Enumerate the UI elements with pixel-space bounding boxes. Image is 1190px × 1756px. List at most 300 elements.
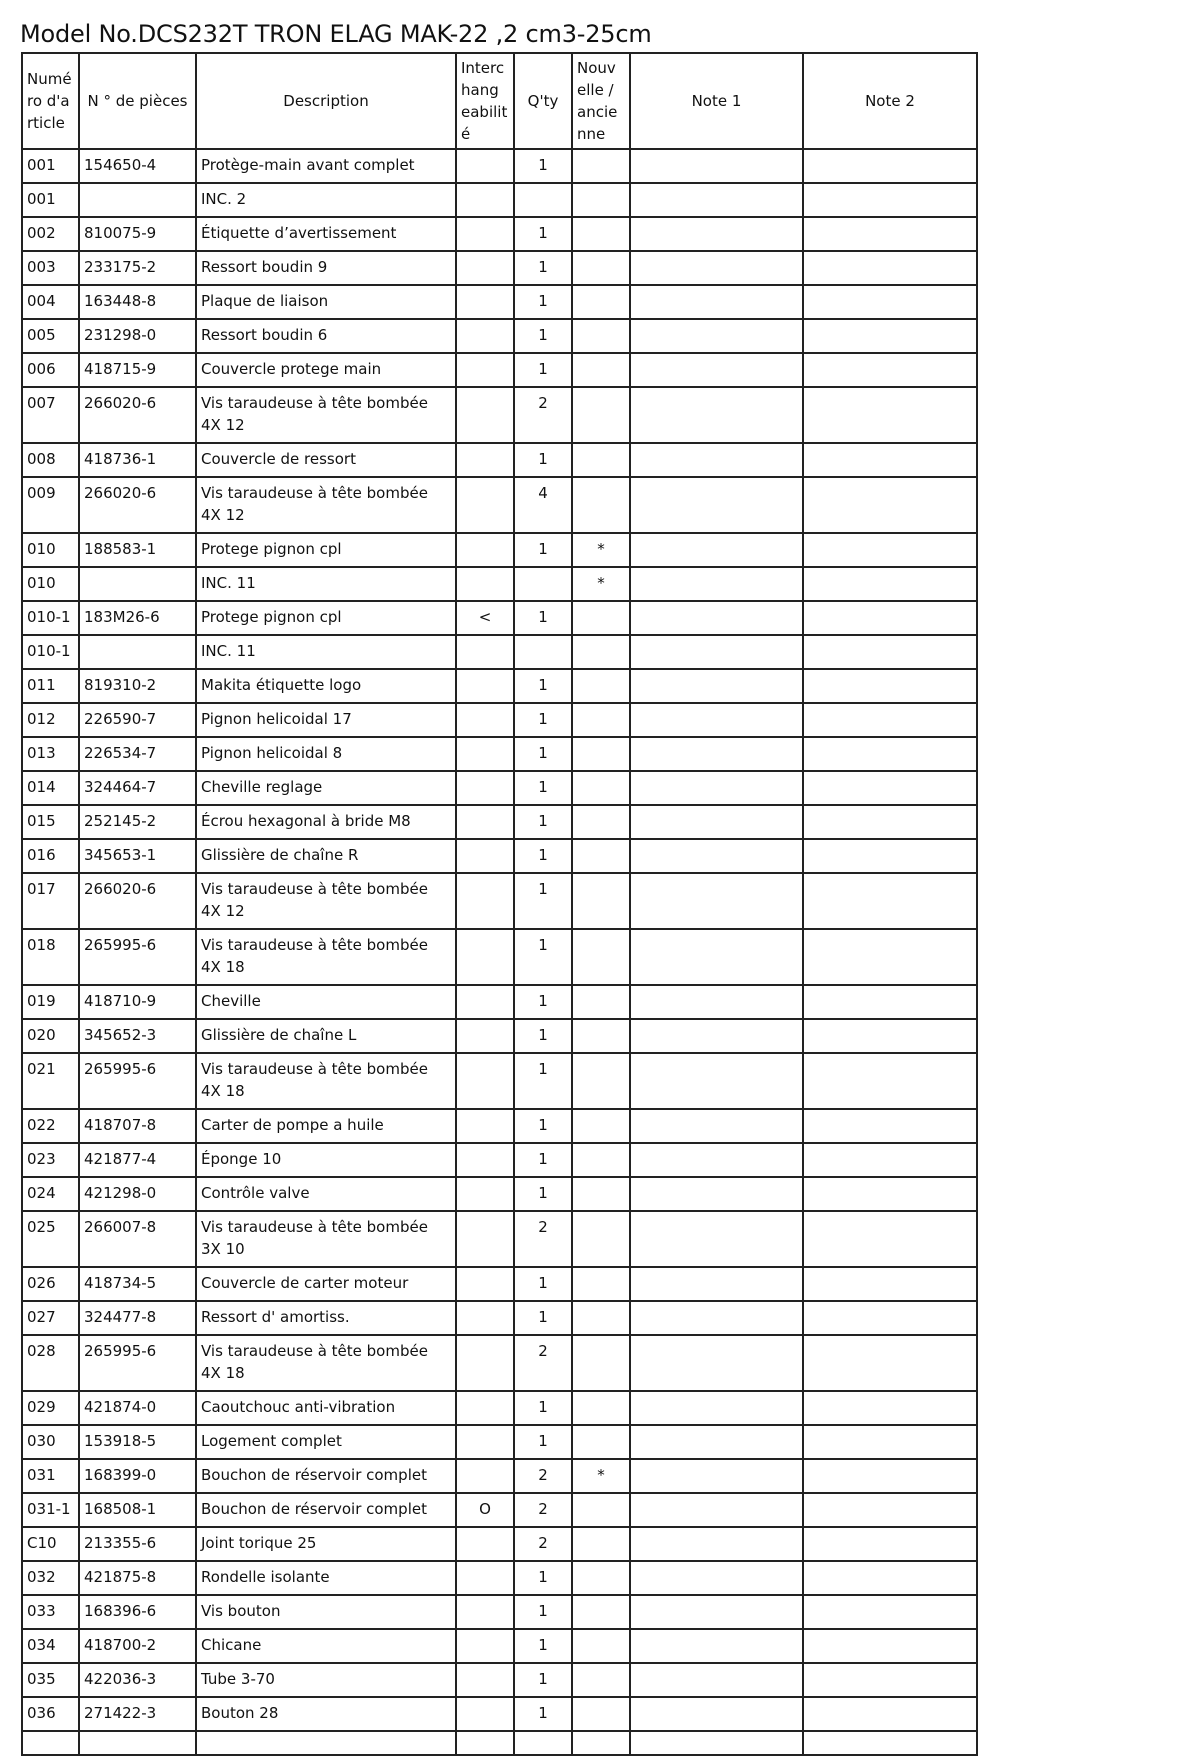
cell-part-number: 188583-1	[79, 533, 196, 567]
cell-interchangeability: <	[456, 601, 514, 635]
table-row	[22, 601, 977, 635]
cell-note-1	[630, 1335, 803, 1391]
cell-new-old: *	[572, 567, 630, 601]
cell-item-number: 016	[22, 839, 79, 873]
cell-interchangeability	[456, 1595, 514, 1629]
cell-note-1	[630, 567, 803, 601]
cell-item-number: 012	[22, 703, 79, 737]
cell-interchangeability	[456, 1663, 514, 1697]
cell-item-number: 007	[22, 387, 79, 443]
table-row	[22, 1335, 977, 1391]
table-row	[22, 1053, 977, 1109]
cell-note-2	[803, 533, 977, 567]
table-row	[22, 567, 977, 601]
cell-interchangeability	[456, 567, 514, 601]
cell-item-number: 036	[22, 1697, 79, 1731]
cell-note-1	[630, 873, 803, 929]
cell-new-old	[572, 1629, 630, 1663]
cell-part-number: 153918-5	[79, 1425, 196, 1459]
cell-part-number: 819310-2	[79, 669, 196, 703]
cell-description: Pignon helicoidal 8	[196, 737, 456, 771]
cell-new-old	[572, 1493, 630, 1527]
cell-item-number: 010-1	[22, 601, 79, 635]
cell-quantity: 1	[514, 149, 572, 183]
table-row	[22, 1267, 977, 1301]
cell-new-old: *	[572, 1459, 630, 1493]
cell-description: Tube 3-70	[196, 1663, 456, 1697]
cell-new-old	[572, 1561, 630, 1595]
cell-new-old	[572, 1019, 630, 1053]
cell-description: Cheville	[196, 985, 456, 1019]
cell-interchangeability	[456, 985, 514, 1019]
cell-part-number: 324464-7	[79, 771, 196, 805]
cell-description: Bouchon de réservoir complet	[196, 1459, 456, 1493]
cell-part-number: 252145-2	[79, 805, 196, 839]
cell-part-number: 168396-6	[79, 1595, 196, 1629]
cell-item-number: 010	[22, 567, 79, 601]
cell-description: Ressort d' amortiss.	[196, 1301, 456, 1335]
cell-note-2	[803, 1019, 977, 1053]
cell-interchangeability	[456, 533, 514, 567]
cell-item-number: 021	[22, 1053, 79, 1109]
header-quantity: Q'ty	[514, 53, 572, 149]
cell-interchangeability	[456, 805, 514, 839]
document-title: Model No.DCS232T TRON ELAG MAK-22 ,2 cm3-25cm	[20, 20, 652, 48]
cell-part-number: 231298-0	[79, 319, 196, 353]
cell-quantity: 1	[514, 805, 572, 839]
cell-description	[196, 1731, 456, 1755]
cell-part-number: 418710-9	[79, 985, 196, 1019]
cell-interchangeability	[456, 217, 514, 251]
cell-item-number: 010	[22, 533, 79, 567]
header-note-2: Note 2	[803, 53, 977, 149]
cell-part-number: 421298-0	[79, 1177, 196, 1211]
cell-quantity: 1	[514, 1425, 572, 1459]
cell-quantity: 1	[514, 217, 572, 251]
cell-note-1	[630, 669, 803, 703]
cell-note-2	[803, 443, 977, 477]
cell-item-number: 033	[22, 1595, 79, 1629]
cell-new-old	[572, 319, 630, 353]
cell-interchangeability	[456, 1629, 514, 1663]
cell-note-2	[803, 1211, 977, 1267]
cell-description: Logement complet	[196, 1425, 456, 1459]
cell-quantity	[514, 567, 572, 601]
table-row	[22, 1493, 977, 1527]
cell-interchangeability	[456, 183, 514, 217]
cell-note-1	[630, 703, 803, 737]
cell-quantity	[514, 183, 572, 217]
cell-interchangeability	[456, 1019, 514, 1053]
cell-interchangeability	[456, 149, 514, 183]
cell-new-old	[572, 929, 630, 985]
cell-item-number: 026	[22, 1267, 79, 1301]
cell-note-1	[630, 1527, 803, 1561]
cell-description: Caoutchouc anti-vibration	[196, 1391, 456, 1425]
table-row	[22, 805, 977, 839]
cell-part-number: 163448-8	[79, 285, 196, 319]
cell-quantity: 2	[514, 1493, 572, 1527]
cell-interchangeability	[456, 1391, 514, 1425]
cell-note-1	[630, 1425, 803, 1459]
cell-part-number: 271422-3	[79, 1697, 196, 1731]
cell-quantity: 1	[514, 703, 572, 737]
cell-new-old	[572, 771, 630, 805]
cell-quantity: 2	[514, 1211, 572, 1267]
cell-new-old	[572, 985, 630, 1019]
cell-interchangeability	[456, 929, 514, 985]
cell-quantity: 1	[514, 443, 572, 477]
cell-part-number: 324477-8	[79, 1301, 196, 1335]
cell-interchangeability	[456, 1301, 514, 1335]
cell-description: Vis taraudeuse à tête bombée 4X 12	[196, 387, 456, 443]
cell-item-number: 008	[22, 443, 79, 477]
table-row	[22, 1177, 977, 1211]
cell-interchangeability	[456, 1459, 514, 1493]
cell-interchangeability	[456, 703, 514, 737]
cell-note-2	[803, 1629, 977, 1663]
cell-new-old	[572, 1425, 630, 1459]
cell-note-1	[630, 319, 803, 353]
cell-new-old	[572, 1527, 630, 1561]
cell-part-number: 418734-5	[79, 1267, 196, 1301]
cell-description: Couvercle de ressort	[196, 443, 456, 477]
cell-interchangeability	[456, 1177, 514, 1211]
cell-part-number	[79, 1731, 196, 1755]
cell-item-number: 018	[22, 929, 79, 985]
cell-interchangeability	[456, 353, 514, 387]
cell-description: Pignon helicoidal 17	[196, 703, 456, 737]
cell-quantity: 1	[514, 1629, 572, 1663]
cell-note-2	[803, 1143, 977, 1177]
cell-item-number: 001	[22, 183, 79, 217]
cell-quantity	[514, 1731, 572, 1755]
cell-new-old	[572, 1211, 630, 1267]
cell-description: Plaque de liaison	[196, 285, 456, 319]
cell-note-1	[630, 1595, 803, 1629]
cell-new-old	[572, 387, 630, 443]
cell-note-1	[630, 771, 803, 805]
cell-interchangeability	[456, 285, 514, 319]
cell-description: Vis taraudeuse à tête bombée 4X 12	[196, 477, 456, 533]
cell-interchangeability	[456, 1335, 514, 1391]
cell-description: Contrôle valve	[196, 1177, 456, 1211]
cell-note-2	[803, 1053, 977, 1109]
cell-note-1	[630, 1053, 803, 1109]
table-row	[22, 1595, 977, 1629]
cell-note-1	[630, 1493, 803, 1527]
cell-part-number: 265995-6	[79, 1053, 196, 1109]
cell-part-number: 418715-9	[79, 353, 196, 387]
cell-note-2	[803, 1493, 977, 1527]
cell-part-number	[79, 635, 196, 669]
cell-quantity: 2	[514, 1335, 572, 1391]
table-row	[22, 737, 977, 771]
cell-description: Protege pignon cpl	[196, 533, 456, 567]
table-row	[22, 929, 977, 985]
cell-quantity: 1	[514, 319, 572, 353]
cell-item-number: 013	[22, 737, 79, 771]
table-row	[22, 251, 977, 285]
cell-part-number: 213355-6	[79, 1527, 196, 1561]
cell-quantity: 1	[514, 1595, 572, 1629]
cell-interchangeability	[456, 319, 514, 353]
cell-new-old	[572, 1053, 630, 1109]
cell-interchangeability: O	[456, 1493, 514, 1527]
cell-note-1	[630, 1697, 803, 1731]
cell-new-old	[572, 1663, 630, 1697]
cell-new-old	[572, 1143, 630, 1177]
header-description: Description	[196, 53, 456, 149]
cell-description: Ressort boudin 6	[196, 319, 456, 353]
table-row	[22, 1019, 977, 1053]
cell-note-2	[803, 1335, 977, 1391]
cell-quantity: 1	[514, 1109, 572, 1143]
cell-description: INC. 2	[196, 183, 456, 217]
cell-quantity: 4	[514, 477, 572, 533]
cell-part-number: 266020-6	[79, 873, 196, 929]
table-row	[22, 985, 977, 1019]
cell-new-old	[572, 285, 630, 319]
table-row	[22, 839, 977, 873]
cell-note-2	[803, 353, 977, 387]
cell-new-old	[572, 669, 630, 703]
cell-note-1	[630, 443, 803, 477]
cell-note-2	[803, 771, 977, 805]
cell-quantity	[514, 635, 572, 669]
cell-interchangeability	[456, 839, 514, 873]
cell-interchangeability	[456, 1561, 514, 1595]
cell-item-number: 034	[22, 1629, 79, 1663]
cell-description: Vis taraudeuse à tête bombée 3X 10	[196, 1211, 456, 1267]
cell-note-1	[630, 1561, 803, 1595]
cell-note-2	[803, 839, 977, 873]
cell-note-2	[803, 1425, 977, 1459]
cell-new-old	[572, 1177, 630, 1211]
cell-quantity: 1	[514, 1301, 572, 1335]
cell-note-2	[803, 1697, 977, 1731]
cell-description: Vis taraudeuse à tête bombée 4X 18	[196, 1335, 456, 1391]
cell-quantity: 1	[514, 601, 572, 635]
cell-item-number: 014	[22, 771, 79, 805]
table-row	[22, 183, 977, 217]
cell-part-number: 168508-1	[79, 1493, 196, 1527]
cell-description: Couvercle protege main	[196, 353, 456, 387]
cell-note-2	[803, 1459, 977, 1493]
table-body	[22, 149, 977, 1755]
cell-quantity: 1	[514, 1697, 572, 1731]
table-row	[22, 217, 977, 251]
cell-part-number: 265995-6	[79, 929, 196, 985]
cell-interchangeability	[456, 1267, 514, 1301]
cell-item-number: 031	[22, 1459, 79, 1493]
cell-note-2	[803, 387, 977, 443]
table-row	[22, 1301, 977, 1335]
cell-quantity: 1	[514, 1177, 572, 1211]
cell-item-number: 001	[22, 149, 79, 183]
cell-note-2	[803, 805, 977, 839]
table-row	[22, 443, 977, 477]
cell-quantity: 1	[514, 1663, 572, 1697]
cell-description: Protege pignon cpl	[196, 601, 456, 635]
cell-description: Vis taraudeuse à tête bombée 4X 18	[196, 929, 456, 985]
cell-quantity: 1	[514, 839, 572, 873]
cell-item-number: 009	[22, 477, 79, 533]
cell-interchangeability	[456, 1211, 514, 1267]
cell-item-number: 029	[22, 1391, 79, 1425]
cell-new-old	[572, 1391, 630, 1425]
cell-item-number: 003	[22, 251, 79, 285]
cell-quantity: 1	[514, 873, 572, 929]
cell-note-1	[630, 1459, 803, 1493]
cell-part-number: 345652-3	[79, 1019, 196, 1053]
cell-part-number: 810075-9	[79, 217, 196, 251]
table-row	[22, 771, 977, 805]
cell-note-2	[803, 873, 977, 929]
table-row	[22, 1629, 977, 1663]
cell-note-1	[630, 1143, 803, 1177]
cell-note-1	[630, 1109, 803, 1143]
cell-interchangeability	[456, 1731, 514, 1755]
cell-note-1	[630, 805, 803, 839]
cell-note-1	[630, 477, 803, 533]
cell-description: INC. 11	[196, 567, 456, 601]
cell-description: Écrou hexagonal à bride M8	[196, 805, 456, 839]
header-note-1: Note 1	[630, 53, 803, 149]
cell-item-number: 020	[22, 1019, 79, 1053]
cell-interchangeability	[456, 387, 514, 443]
cell-note-1	[630, 929, 803, 985]
table-row	[22, 319, 977, 353]
cell-interchangeability	[456, 1425, 514, 1459]
cell-note-1	[630, 1211, 803, 1267]
cell-note-1	[630, 217, 803, 251]
cell-part-number: 266020-6	[79, 477, 196, 533]
cell-interchangeability	[456, 1527, 514, 1561]
cell-item-number: 025	[22, 1211, 79, 1267]
cell-note-1	[630, 251, 803, 285]
table-row	[22, 1425, 977, 1459]
cell-description: INC. 11	[196, 635, 456, 669]
cell-quantity: 1	[514, 533, 572, 567]
header-part-number: N ° de pièces	[79, 53, 196, 149]
cell-note-2	[803, 929, 977, 985]
header-interchangeability: Interc hang eabilit é	[456, 53, 514, 149]
cell-note-2	[803, 1527, 977, 1561]
cell-part-number: 265995-6	[79, 1335, 196, 1391]
cell-note-1	[630, 1629, 803, 1663]
cell-description: Vis taraudeuse à tête bombée 4X 12	[196, 873, 456, 929]
cell-note-2	[803, 1663, 977, 1697]
cell-part-number: 418700-2	[79, 1629, 196, 1663]
cell-note-1	[630, 1267, 803, 1301]
cell-note-2	[803, 477, 977, 533]
cell-new-old	[572, 1595, 630, 1629]
cell-note-2	[803, 285, 977, 319]
cell-note-1	[630, 1731, 803, 1755]
table-row	[22, 1459, 977, 1493]
cell-note-2	[803, 1267, 977, 1301]
cell-quantity: 2	[514, 1527, 572, 1561]
cell-part-number: 418736-1	[79, 443, 196, 477]
cell-new-old: *	[572, 533, 630, 567]
cell-note-1	[630, 1301, 803, 1335]
cell-item-number: 023	[22, 1143, 79, 1177]
table-header	[22, 53, 977, 149]
table-row	[22, 635, 977, 669]
cell-item-number: 005	[22, 319, 79, 353]
cell-new-old	[572, 477, 630, 533]
cell-part-number: 154650-4	[79, 149, 196, 183]
table-row	[22, 477, 977, 533]
cell-item-number: 015	[22, 805, 79, 839]
cell-note-2	[803, 601, 977, 635]
header-new-old: Nouv elle / ancie nne	[572, 53, 630, 149]
cell-description: Vis bouton	[196, 1595, 456, 1629]
cell-part-number	[79, 183, 196, 217]
cell-description: Couvercle de carter moteur	[196, 1267, 456, 1301]
cell-note-1	[630, 1663, 803, 1697]
cell-description: Bouchon de réservoir complet	[196, 1493, 456, 1527]
cell-note-2	[803, 319, 977, 353]
cell-new-old	[572, 839, 630, 873]
cell-note-2	[803, 1731, 977, 1755]
cell-new-old	[572, 1267, 630, 1301]
cell-description: Rondelle isolante	[196, 1561, 456, 1595]
cell-note-2	[803, 251, 977, 285]
cell-note-2	[803, 703, 977, 737]
cell-note-1	[630, 985, 803, 1019]
cell-quantity: 1	[514, 929, 572, 985]
cell-description: Makita étiquette logo	[196, 669, 456, 703]
cell-description: Étiquette d’avertissement	[196, 217, 456, 251]
cell-part-number: 421875-8	[79, 1561, 196, 1595]
cell-quantity: 1	[514, 285, 572, 319]
cell-item-number: 032	[22, 1561, 79, 1595]
cell-new-old	[572, 1301, 630, 1335]
parts-table	[21, 52, 978, 1756]
cell-interchangeability	[456, 635, 514, 669]
cell-quantity: 1	[514, 1053, 572, 1109]
cell-quantity: 1	[514, 1143, 572, 1177]
cell-quantity: 2	[514, 387, 572, 443]
cell-note-1	[630, 839, 803, 873]
cell-item-number: C10	[22, 1527, 79, 1561]
cell-part-number: 421877-4	[79, 1143, 196, 1177]
cell-note-1	[630, 285, 803, 319]
cell-item-number: 006	[22, 353, 79, 387]
cell-new-old	[572, 353, 630, 387]
cell-note-2	[803, 1391, 977, 1425]
cell-note-1	[630, 387, 803, 443]
cell-note-1	[630, 737, 803, 771]
cell-note-2	[803, 1109, 977, 1143]
cell-description: Cheville reglage	[196, 771, 456, 805]
cell-note-1	[630, 635, 803, 669]
cell-new-old	[572, 601, 630, 635]
cell-note-1	[630, 1177, 803, 1211]
cell-quantity: 1	[514, 1267, 572, 1301]
cell-new-old	[572, 183, 630, 217]
cell-part-number: 226590-7	[79, 703, 196, 737]
cell-note-1	[630, 353, 803, 387]
cell-item-number: 002	[22, 217, 79, 251]
cell-part-number: 233175-2	[79, 251, 196, 285]
cell-new-old	[572, 805, 630, 839]
cell-item-number: 017	[22, 873, 79, 929]
cell-interchangeability	[456, 1053, 514, 1109]
cell-part-number: 345653-1	[79, 839, 196, 873]
